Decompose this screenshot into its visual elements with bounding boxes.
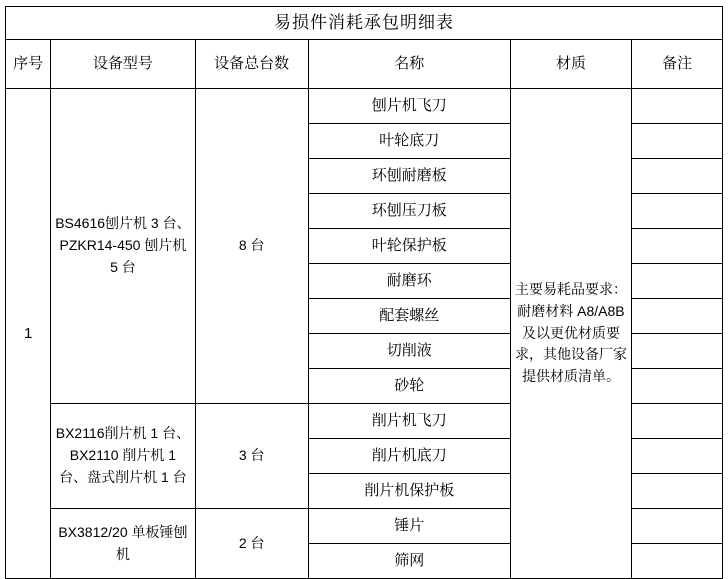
part-name: 刨片机飞刀: [308, 89, 510, 124]
row-index: 1: [6, 89, 51, 579]
equipment-model: BX2116削片机 1 台、BX2110 削片机 1 台、盘式削片机 1 台: [51, 404, 195, 509]
remark: [632, 404, 723, 439]
part-name: 削片机底刀: [308, 439, 510, 474]
remark: [632, 474, 723, 509]
remark: [632, 439, 723, 474]
column-header-name: 名称: [308, 40, 510, 89]
part-name: 筛网: [308, 544, 510, 579]
consumables-contract-table: [5, 6, 723, 579]
remark: [632, 229, 723, 264]
table-row: [6, 89, 723, 124]
table-title-row: [6, 7, 723, 40]
part-name: 砂轮: [308, 369, 510, 404]
column-header-quantity: 设备总台数: [195, 40, 308, 89]
part-name: 配套螺丝: [308, 299, 510, 334]
part-name: 环刨压刀板: [308, 194, 510, 229]
part-name: 削片机保护板: [308, 474, 510, 509]
equipment-quantity: 2 台: [195, 509, 308, 579]
equipment-quantity: 8 台: [195, 89, 308, 404]
remark: [632, 544, 723, 579]
part-name: 叶轮底刀: [308, 124, 510, 159]
remark: [632, 299, 723, 334]
part-name: 耐磨环: [308, 264, 510, 299]
part-name: 环刨耐磨板: [308, 159, 510, 194]
equipment-model: BS4616刨片机 3 台、PZKR14-450 刨片机 5 台: [51, 89, 195, 404]
material-requirement: 主要易耗品要求：耐磨材料 A8/A8B 及以更优材质要求，其他设备厂家提供材质清单。: [510, 89, 632, 579]
equipment-model: BX3812/20 单板锤刨机: [51, 509, 195, 579]
column-header-model: 设备型号: [51, 40, 195, 89]
remark: [632, 194, 723, 229]
remark: [632, 509, 723, 544]
table-header-row: [6, 40, 723, 89]
remark: [632, 124, 723, 159]
part-name: 叶轮保护板: [308, 229, 510, 264]
remark: [632, 89, 723, 124]
equipment-quantity: 3 台: [195, 404, 308, 509]
remark: [632, 334, 723, 369]
remark: [632, 369, 723, 404]
column-header-material: 材质: [510, 40, 632, 89]
remark: [632, 159, 723, 194]
column-header-index: 序号: [6, 40, 51, 89]
part-name: 锤片: [308, 509, 510, 544]
part-name: 削片机飞刀: [308, 404, 510, 439]
document-title: 易损件消耗承包明细表: [6, 7, 723, 40]
remark: [632, 264, 723, 299]
part-name: 切削液: [308, 334, 510, 369]
column-header-remark: 备注: [632, 40, 723, 89]
